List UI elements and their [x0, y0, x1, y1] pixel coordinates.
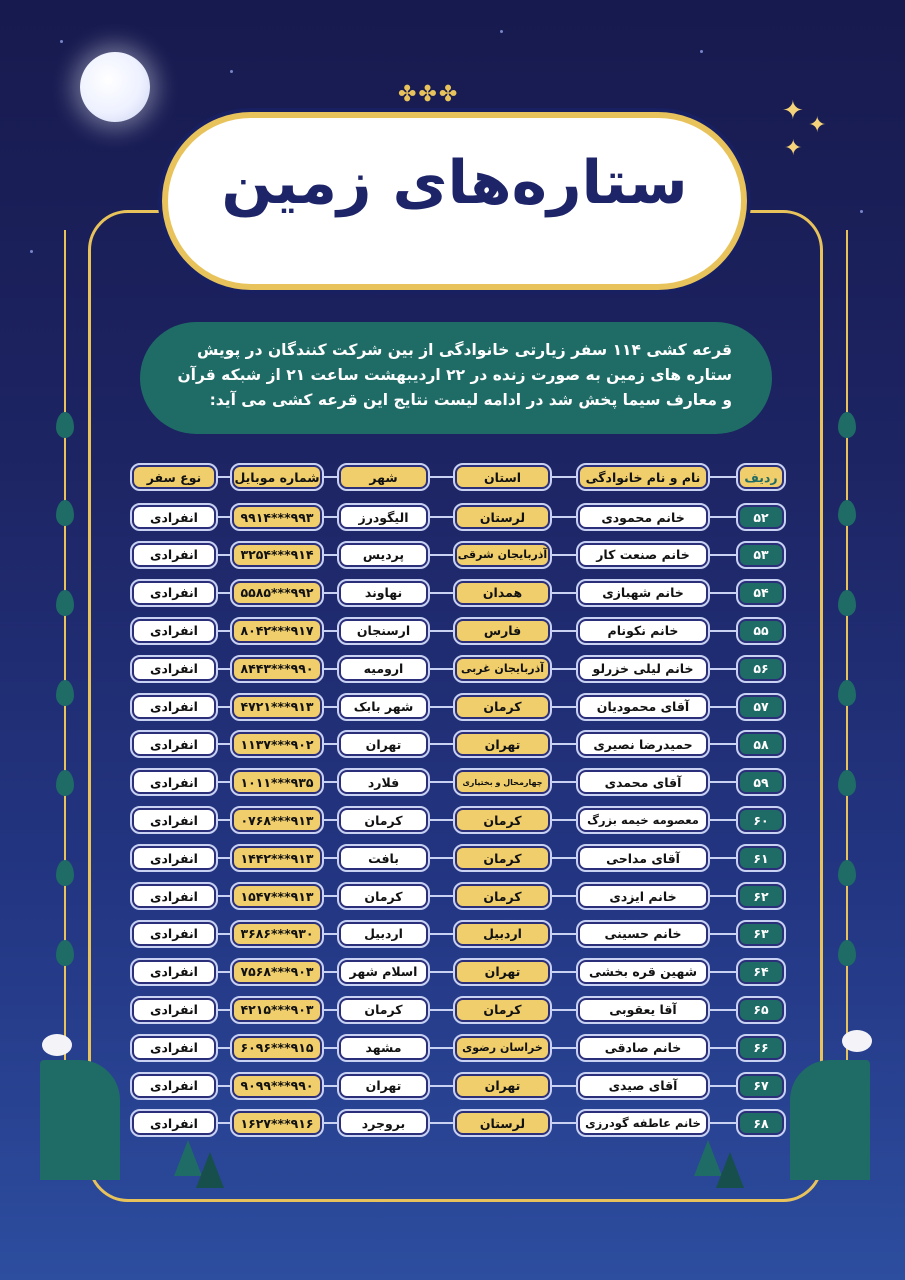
connector-line: [428, 1122, 455, 1124]
table-row: [0, 502, 905, 532]
cell-num: ۶۷: [738, 1074, 784, 1098]
connector-line: [550, 781, 578, 783]
cell-province: تهران: [455, 960, 550, 984]
connector-line: [428, 516, 455, 518]
connector-line: [428, 781, 455, 783]
cell-mobile: ۹۱۶***۱۶۲۷: [232, 1111, 322, 1135]
cell-name: خانم نکونام: [578, 619, 708, 643]
cell-type: انفرادی: [132, 505, 216, 529]
connector-line: [216, 706, 232, 708]
cell-type: انفرادی: [132, 619, 216, 643]
cell-type: انفرادی: [132, 998, 216, 1022]
connector-line: [708, 630, 738, 632]
cell-province: خراسان رضوی: [455, 1036, 550, 1060]
star-dot: [500, 30, 503, 33]
table-row: [0, 729, 905, 759]
connector-line: [550, 516, 578, 518]
connector-line: [550, 706, 578, 708]
cell-type: انفرادی: [132, 922, 216, 946]
cell-num: ۵۷: [738, 695, 784, 719]
cell-type: انفرادی: [132, 581, 216, 605]
tree-icon: [196, 1152, 224, 1188]
table-row: [0, 578, 905, 608]
connector-line: [216, 781, 232, 783]
connector-line: [216, 668, 232, 670]
star-dot: [30, 250, 33, 253]
connector-line: [708, 1009, 738, 1011]
connector-line: [216, 516, 232, 518]
cell-mobile: ۹۱۵***۶۰۹۶: [232, 1036, 322, 1060]
connector-line: [428, 1047, 455, 1049]
connector-line: [322, 668, 339, 670]
connector-line: [428, 1085, 455, 1087]
table-row: [0, 843, 905, 873]
cell-num: ۶۸: [738, 1111, 784, 1135]
connector-line: [428, 1009, 455, 1011]
cell-city: تهران: [339, 1074, 428, 1098]
cell-name: حمیدرضا نصیری: [578, 732, 708, 756]
connector-line: [550, 1085, 578, 1087]
connector-line: [708, 819, 738, 821]
connector-line: [428, 857, 455, 859]
connector-line: [428, 895, 455, 897]
connector-line: [550, 819, 578, 821]
table-row: [0, 654, 905, 684]
table-row: [0, 1108, 905, 1138]
connector-line: [708, 516, 738, 518]
cell-city: بروجرد: [339, 1111, 428, 1135]
cell-num: ۶۲: [738, 884, 784, 908]
connector-line: [322, 1009, 339, 1011]
cell-mobile: ۹۰۳***۷۵۶۸: [232, 960, 322, 984]
cell-province: کرمان: [455, 808, 550, 832]
leaf-icon: [838, 412, 856, 438]
connector-line: [708, 668, 738, 670]
sparkle-icon: ✦: [782, 96, 804, 126]
star-dot: [860, 210, 863, 213]
connector-line: [428, 476, 455, 478]
connector-line: [216, 933, 232, 935]
cell-type: انفرادی: [132, 808, 216, 832]
leaf-icon: [56, 412, 74, 438]
cell-province: همدان: [455, 581, 550, 605]
cell-mobile: ۹۱۴***۳۲۵۴: [232, 543, 322, 567]
connector-line: [550, 971, 578, 973]
cell-city: کرمان: [339, 808, 428, 832]
connector-line: [708, 743, 738, 745]
cell-province: آذربایجان غربی: [455, 657, 550, 681]
cell-name: آقای محمدی: [578, 770, 708, 794]
star-dot: [700, 50, 703, 53]
cell-province: چهارمحال و بختیاری: [455, 770, 550, 794]
connector-line: [322, 476, 339, 478]
connector-line: [550, 1122, 578, 1124]
cell-name: خانم لیلی خزرلو: [578, 657, 708, 681]
connector-line: [322, 1085, 339, 1087]
connector-line: [550, 1009, 578, 1011]
connector-line: [550, 857, 578, 859]
connector-line: [322, 630, 339, 632]
connector-line: [216, 476, 232, 478]
cell-province: اردبیل: [455, 922, 550, 946]
connector-line: [216, 895, 232, 897]
connector-line: [216, 971, 232, 973]
cell-name: شهین قره بخشی: [578, 960, 708, 984]
table-row: [0, 995, 905, 1025]
cell-province: تهران: [455, 1074, 550, 1098]
cell-name: خانم عاطفه گودرزی: [578, 1111, 708, 1135]
connector-line: [550, 554, 578, 556]
cell-mobile: ۹۱۳***۴۷۲۱: [232, 695, 322, 719]
cell-type: انفرادی: [132, 543, 216, 567]
cell-num: ۵۲: [738, 505, 784, 529]
connector-line: [322, 554, 339, 556]
cell-num: ۶۳: [738, 922, 784, 946]
cell-num: ۶۰: [738, 808, 784, 832]
cell-city: شهر بابک: [339, 695, 428, 719]
cell-province: لرستان: [455, 505, 550, 529]
cell-province: کرمان: [455, 846, 550, 870]
connector-line: [216, 1047, 232, 1049]
connector-line: [322, 933, 339, 935]
connector-line: [216, 1122, 232, 1124]
cell-city: کرمان: [339, 998, 428, 1022]
header-mobile: شماره موبایل: [232, 465, 322, 489]
title-box: [162, 112, 747, 290]
cell-name: خانم شهبازی: [578, 581, 708, 605]
cell-num: ۵۳: [738, 543, 784, 567]
cell-mobile: ۹۹۰***۸۴۴۳: [232, 657, 322, 681]
cell-city: کرمان: [339, 884, 428, 908]
cell-name: معصومه خیمه بزرگ: [578, 808, 708, 832]
table-row: [0, 540, 905, 570]
table-row: [0, 1071, 905, 1101]
connector-line: [216, 554, 232, 556]
connector-line: [322, 857, 339, 859]
cell-city: الیگودرز: [339, 505, 428, 529]
cell-name: خانم حسینی: [578, 922, 708, 946]
cell-mobile: ۹۱۳***۱۴۴۲: [232, 846, 322, 870]
connector-line: [708, 1047, 738, 1049]
cell-city: نهاوند: [339, 581, 428, 605]
connector-line: [428, 706, 455, 708]
connector-line: [216, 592, 232, 594]
cell-city: پردیس: [339, 543, 428, 567]
connector-line: [550, 592, 578, 594]
cell-province: لرستان: [455, 1111, 550, 1135]
ornament-icon: ✤✤✤: [398, 82, 460, 107]
cell-mobile: ۹۳۰***۳۶۸۶: [232, 922, 322, 946]
connector-line: [322, 895, 339, 897]
cell-city: مشهد: [339, 1036, 428, 1060]
table-row: [0, 957, 905, 987]
header-type: نوع سفر: [132, 465, 216, 489]
connector-line: [708, 781, 738, 783]
connector-line: [216, 1085, 232, 1087]
cell-type: انفرادی: [132, 1074, 216, 1098]
cell-city: ارسنجان: [339, 619, 428, 643]
connector-line: [550, 743, 578, 745]
connector-line: [216, 1009, 232, 1011]
cell-type: انفرادی: [132, 732, 216, 756]
star-dot: [60, 40, 63, 43]
table-row: [0, 805, 905, 835]
connector-line: [322, 743, 339, 745]
connector-line: [428, 819, 455, 821]
connector-line: [322, 592, 339, 594]
connector-line: [322, 1122, 339, 1124]
table-row: [0, 767, 905, 797]
connector-line: [428, 592, 455, 594]
connector-line: [428, 743, 455, 745]
cell-mobile: ۹۹۳***۹۹۱۴: [232, 505, 322, 529]
connector-line: [216, 630, 232, 632]
cell-mobile: ۹۰۳***۴۲۱۵: [232, 998, 322, 1022]
connector-line: [216, 857, 232, 859]
cell-num: ۶۶: [738, 1036, 784, 1060]
connector-line: [708, 971, 738, 973]
header-num: ردیف: [738, 465, 784, 489]
connector-line: [428, 933, 455, 935]
cell-name: خانم صادقی: [578, 1036, 708, 1060]
connector-line: [550, 668, 578, 670]
cell-type: انفرادی: [132, 846, 216, 870]
cell-num: ۶۴: [738, 960, 784, 984]
connector-line: [708, 706, 738, 708]
cell-num: ۵۹: [738, 770, 784, 794]
cell-mobile: ۹۱۳***۰۷۶۸: [232, 808, 322, 832]
tree-icon: [716, 1152, 744, 1188]
cell-name: خانم ایزدی: [578, 884, 708, 908]
cell-type: انفرادی: [132, 770, 216, 794]
bird-icon: [842, 1030, 872, 1052]
connector-line: [550, 1047, 578, 1049]
connector-line: [708, 1085, 738, 1087]
cell-province: آذربایجان شرقی: [455, 543, 550, 567]
connector-line: [550, 933, 578, 935]
moon-icon: [80, 52, 150, 122]
header-province: استان: [455, 465, 550, 489]
connector-line: [428, 630, 455, 632]
connector-line: [708, 933, 738, 935]
cell-mobile: ۹۹۰***۹۰۹۹: [232, 1074, 322, 1098]
page-title: ستاره‌های زمین: [221, 148, 688, 218]
header-city: شهر: [339, 465, 428, 489]
cell-num: ۵۸: [738, 732, 784, 756]
cell-num: ۶۱: [738, 846, 784, 870]
cell-type: انفرادی: [132, 1111, 216, 1135]
connector-line: [322, 1047, 339, 1049]
table-row: [0, 919, 905, 949]
cell-mobile: ۹۱۳***۱۵۴۷: [232, 884, 322, 908]
cell-province: فارس: [455, 619, 550, 643]
star-dot: [230, 70, 233, 73]
cell-name: آقا یعقوبی: [578, 998, 708, 1022]
connector-line: [322, 781, 339, 783]
cell-name: آقای صیدی: [578, 1074, 708, 1098]
cell-city: بافت: [339, 846, 428, 870]
connector-line: [216, 819, 232, 821]
connector-line: [216, 743, 232, 745]
connector-line: [428, 971, 455, 973]
cell-type: انفرادی: [132, 657, 216, 681]
connector-line: [322, 819, 339, 821]
sparkle-icon: ✦: [808, 113, 827, 138]
cell-city: فلارد: [339, 770, 428, 794]
header-name: نام و نام خانوادگی: [578, 465, 708, 489]
cell-type: انفرادی: [132, 1036, 216, 1060]
sparkle-icon: ✦: [784, 136, 803, 161]
connector-line: [322, 706, 339, 708]
cell-mobile: ۹۹۲***۵۵۸۵: [232, 581, 322, 605]
connector-line: [708, 857, 738, 859]
cell-num: ۶۵: [738, 998, 784, 1022]
cell-num: ۵۴: [738, 581, 784, 605]
connector-line: [708, 554, 738, 556]
cell-province: تهران: [455, 732, 550, 756]
arch-left: [40, 1060, 120, 1180]
connector-line: [708, 592, 738, 594]
cell-name: آقای محمودیان: [578, 695, 708, 719]
cell-type: انفرادی: [132, 695, 216, 719]
connector-line: [322, 971, 339, 973]
cell-num: ۵۵: [738, 619, 784, 643]
table-header: [0, 462, 905, 492]
table-row: [0, 881, 905, 911]
cell-type: انفرادی: [132, 960, 216, 984]
table-row: [0, 692, 905, 722]
connector-line: [322, 516, 339, 518]
table-row: [0, 616, 905, 646]
cell-type: انفرادی: [132, 884, 216, 908]
cell-mobile: ۹۰۲***۱۱۳۷: [232, 732, 322, 756]
connector-line: [550, 630, 578, 632]
cell-name: خانم محمودی: [578, 505, 708, 529]
cell-city: تهران: [339, 732, 428, 756]
cell-province: کرمان: [455, 998, 550, 1022]
cell-num: ۵۶: [738, 657, 784, 681]
connector-line: [428, 668, 455, 670]
intro-text: قرعه کشی ۱۱۴ سفر زیارتی خانوادگی از بین شرکت کنندگان در پویش ستاره های زمین به صورت زنده در ۲۲ اردیبهشت ساعت ۲۱ از شبکه قرآن و معارف سیما پخش شد در ادامه لیست نتایج این قرعه کشی می آید:: [140, 322, 772, 434]
connector-line: [550, 476, 578, 478]
cell-mobile: ۹۳۵***۱۰۱۱: [232, 770, 322, 794]
cell-city: ارومیه: [339, 657, 428, 681]
cell-mobile: ۹۱۷***۸۰۴۲: [232, 619, 322, 643]
connector-line: [708, 895, 738, 897]
connector-line: [708, 476, 738, 478]
cell-city: اسلام شهر: [339, 960, 428, 984]
cell-province: کرمان: [455, 884, 550, 908]
connector-line: [708, 1122, 738, 1124]
connector-line: [428, 554, 455, 556]
cell-city: اردبیل: [339, 922, 428, 946]
bird-icon: [42, 1034, 72, 1056]
arch-right: [790, 1060, 870, 1180]
connector-line: [550, 895, 578, 897]
cell-name: خانم صنعت کار: [578, 543, 708, 567]
cell-name: آقای مداحی: [578, 846, 708, 870]
cell-province: کرمان: [455, 695, 550, 719]
table-row: [0, 1033, 905, 1063]
